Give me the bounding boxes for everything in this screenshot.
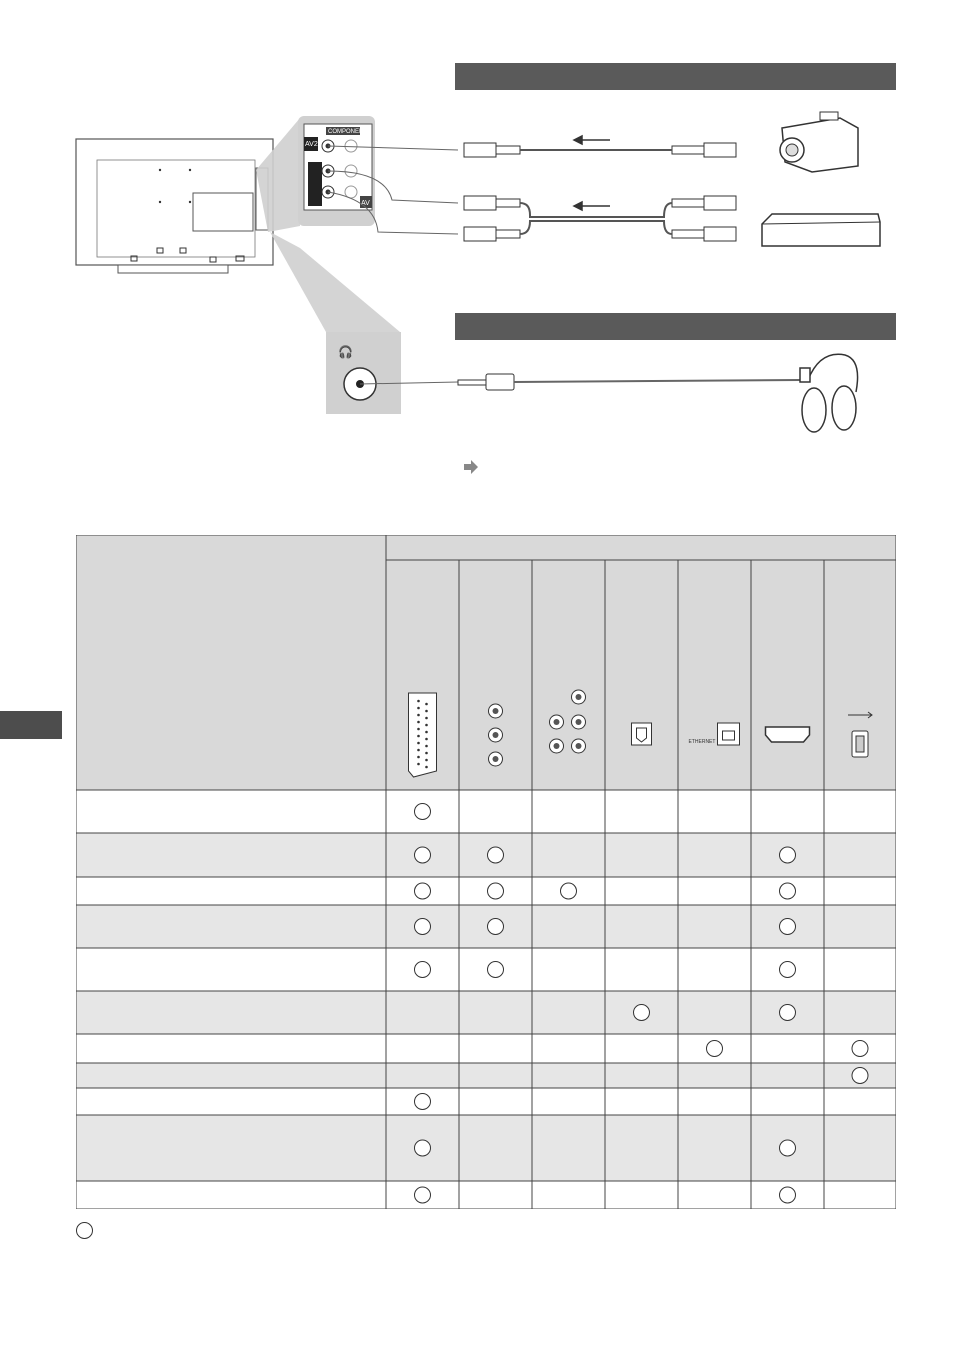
table-cell-usb	[824, 1181, 896, 1209]
legend-circle-icon	[76, 1222, 93, 1239]
compatible-mark-icon	[561, 883, 577, 899]
table-grid	[76, 535, 896, 1209]
table-cell-optical-audio	[605, 877, 678, 905]
table-cell-ethernet	[678, 790, 751, 833]
table-cell-component	[532, 1115, 605, 1181]
table-cell-usb	[824, 991, 896, 1034]
table-cell-component	[532, 833, 605, 877]
compatible-mark-icon	[415, 1094, 431, 1110]
table-cell-component	[532, 1034, 605, 1063]
compatible-mark-icon	[415, 1140, 431, 1156]
table-cell-optical-audio	[605, 905, 678, 948]
table-cell-hdmi	[751, 1063, 824, 1088]
table-cell-hdmi	[751, 790, 824, 833]
compatible-mark-icon	[780, 1187, 796, 1203]
arrow-right-icon	[464, 460, 480, 474]
scart-port-icon	[409, 693, 437, 777]
table-cell-optical-audio	[605, 1034, 678, 1063]
column-header-component	[532, 560, 605, 790]
table-cell-optical-audio	[605, 1181, 678, 1209]
headphones-icon	[800, 354, 858, 432]
compatible-mark-icon	[852, 1041, 868, 1057]
compatible-mark-icon	[780, 847, 796, 863]
column-header-optical-audio	[605, 560, 678, 790]
table-cell-ethernet	[678, 833, 751, 877]
table-cell-component	[532, 1063, 605, 1088]
compatible-mark-icon	[415, 883, 431, 899]
table-cell-component	[532, 1088, 605, 1115]
compatible-mark-icon	[780, 1005, 796, 1021]
table-cell-component	[532, 790, 605, 833]
table-cell-component	[532, 991, 605, 1034]
table-row-label	[76, 833, 386, 877]
table-row-label	[76, 1181, 386, 1209]
recorder-icon	[762, 214, 880, 246]
table-cell-ethernet	[678, 1115, 751, 1181]
table-row-label	[76, 1115, 386, 1181]
table-row-label	[76, 1088, 386, 1115]
av-composite-port-icon	[489, 704, 503, 766]
compatible-mark-icon	[415, 1187, 431, 1203]
table-cell-component	[532, 905, 605, 948]
table-cell-optical-audio	[605, 1115, 678, 1181]
table-cell-av-composite	[459, 1181, 532, 1209]
compatible-mark-icon	[780, 919, 796, 935]
table-row-label	[76, 905, 386, 948]
table-cell-usb	[824, 1115, 896, 1181]
table-cell-ethernet	[678, 991, 751, 1034]
table-cell-usb	[824, 877, 896, 905]
svg-text:AV2: AV2	[305, 141, 318, 148]
table-cell-scart	[386, 1063, 459, 1088]
rca-plugs-left	[464, 143, 520, 241]
connection-diagram	[0, 0, 954, 500]
table-cell-optical-audio	[605, 1088, 678, 1115]
svg-text:COMPONENT: COMPONENT	[328, 129, 367, 135]
table-cell-av-composite	[459, 1034, 532, 1063]
compatible-mark-icon	[415, 847, 431, 863]
table-cell-ethernet	[678, 877, 751, 905]
table-row-label	[76, 790, 386, 833]
compatible-mark-icon	[780, 962, 796, 978]
table-cell-optical-audio	[605, 790, 678, 833]
table-cell-ethernet	[678, 1088, 751, 1115]
compatible-mark-icon	[415, 804, 431, 820]
compatible-mark-icon	[488, 883, 504, 899]
hdmi-port-icon	[766, 727, 810, 742]
table-cell-usb	[824, 1088, 896, 1115]
table-row-label	[76, 877, 386, 905]
table-cell-usb	[824, 948, 896, 991]
side-tab	[0, 711, 62, 739]
table-cell-av-composite	[459, 1063, 532, 1088]
table-cell-hdmi	[751, 1088, 824, 1115]
table-cell-usb	[824, 790, 896, 833]
optical-audio-port-icon	[632, 723, 652, 745]
compatible-mark-icon	[488, 919, 504, 935]
headphone-plug	[458, 374, 514, 390]
table-cell-component	[532, 948, 605, 991]
table-cell-av-composite	[459, 1088, 532, 1115]
table-cell-optical-audio	[605, 948, 678, 991]
direction-arrows	[574, 136, 610, 210]
table-cell-hdmi	[751, 1034, 824, 1063]
table-cell-ethernet	[678, 1181, 751, 1209]
rca-plugs-right	[672, 143, 736, 241]
table-cell-av-composite	[459, 790, 532, 833]
table-cell-av-composite	[459, 991, 532, 1034]
table-cell-optical-audio	[605, 833, 678, 877]
compatible-mark-icon	[634, 1005, 650, 1021]
column-header-ethernet	[678, 560, 751, 790]
compatible-mark-icon	[415, 962, 431, 978]
compatible-mark-icon	[780, 1140, 796, 1156]
table-cell-ethernet	[678, 1063, 751, 1088]
compatible-mark-icon	[415, 919, 431, 935]
table-cell-scart	[386, 991, 459, 1034]
svg-text:AV: AV	[361, 200, 370, 207]
tv-rear-illustration	[76, 139, 273, 273]
compatible-mark-icon	[780, 883, 796, 899]
table-cell-component	[532, 1181, 605, 1209]
connection-table	[76, 535, 896, 1209]
compatible-mark-icon	[707, 1041, 723, 1057]
table-row-label	[76, 948, 386, 991]
table-cell-usb	[824, 833, 896, 877]
headphone-jack-zoom	[326, 332, 401, 414]
table-cell-av-composite	[459, 1115, 532, 1181]
table-cell-usb	[824, 905, 896, 948]
table-cell-optical-audio	[605, 1063, 678, 1088]
svg-text:🎧: 🎧	[338, 345, 353, 359]
table-cell-ethernet	[678, 948, 751, 991]
table-row-label	[76, 1063, 386, 1088]
camcorder-icon	[780, 112, 858, 172]
ethernet-label: ETHERNET	[688, 739, 716, 745]
table-row-label	[76, 1034, 386, 1063]
table-cell-ethernet	[678, 905, 751, 948]
compatible-mark-icon	[852, 1068, 868, 1084]
table-row-label	[76, 991, 386, 1034]
compatible-mark-icon	[488, 962, 504, 978]
table-cell-scart	[386, 1034, 459, 1063]
compatible-mark-icon	[488, 847, 504, 863]
column-header-hdmi	[751, 560, 824, 790]
